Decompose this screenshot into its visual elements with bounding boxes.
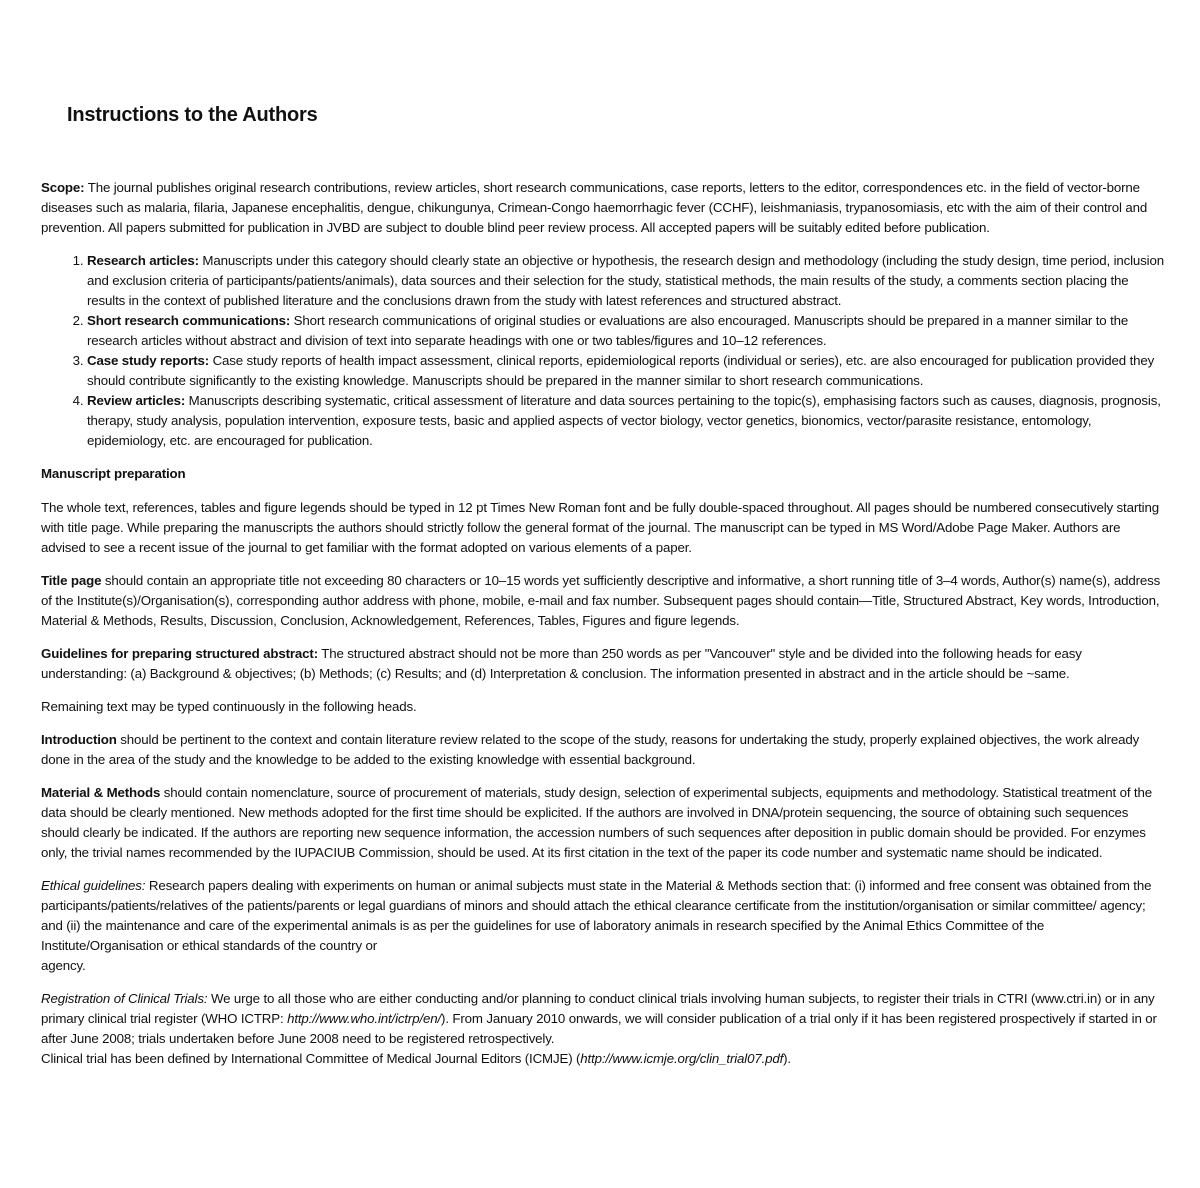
- category-list: [41, 251, 1165, 451]
- introduction-text: should be pertinent to the context and contain literature review related to the scope of the study, reasons for undertaking the study, properly explained objectives, the work already done in the area of the study and the knowledge to be added to the existing knowledge with essential background.: [41, 732, 1140, 767]
- list-item: [87, 311, 1165, 351]
- methods-text: should contain nomenclature, source of procurement of materials, study design, selection of experimental subjects, equipments and methodology. Statistical treatment of the data should be clearly mentioned. New methods adopted for the first time should be explicited. If the authors are involved in DNA/protein sequencing, the source of obtaining such sequences should clearly be indicated. If the authors are reporting new sequence information, the accession numbers of such sequences after deposition in public domain should be provided. For enzymes only, the trivial names recommended by the IUPACIUB Commission, should be used. At its first citation in the text of the paper its code number and systematic name should be indicated.: [41, 785, 1152, 860]
- list-item: [87, 251, 1165, 311]
- title-page-paragraph: [41, 571, 1165, 631]
- ethics-label: Ethical guidelines:: [41, 878, 146, 893]
- abstract-text: The structured abstract should not be more than 250 words as per "Vancouver" style and be divided into the following heads for easy understanding: (a) Background & objectives; (b) Methods; (c) Results; and (d) Interpretation & conclusion. The information presented in abstract and in the article should be ~same.: [41, 646, 1082, 681]
- methods-paragraph: [41, 783, 1165, 863]
- methods-label: Material & Methods: [41, 785, 161, 800]
- list-item: [87, 391, 1165, 451]
- title-page-text: should contain an appropriate title not exceeding 80 characters or 10–15 words yet sufficiently descriptive and informative, a short running title of 3–4 words, Author(s) name(s), address of the Institute(s)/Organisation(s), corresponding author address with phone, mobile, e-mail and fax number. Subsequent pages should contain—Title, Structured Abstract, Key words, Introduction, Material & Methods, Results, Discussion, Conclusion, Acknowledgement, References, Tables, Figures and figure legends.: [41, 573, 1161, 628]
- scope-text: The journal publishes original research contributions, review articles, short research communications, case reports, letters to the editor, correspondences etc. in the field of vector-borne diseases such as malaria, filaria, Japanese encephalitis, dengue, chikungunya, Crimean-Congo haemorrhagic fever (CCHF), leishmaniasis, trypanosomiasis, etc with the aim of their control and prevention. All papers submitted for publication in JVBD are subject to double blind peer review process. All accepted papers will be suitably edited before publication.: [41, 180, 1148, 235]
- category-label: Short research communications:: [87, 313, 291, 328]
- scope-paragraph: [41, 178, 1165, 238]
- trials-definition-text: Clinical trial has been defined by International Committee of Medical Journal Editors (ICMJE) (: [41, 1051, 581, 1066]
- category-label: Research articles:: [87, 253, 199, 268]
- title-page-label: Title page: [41, 573, 102, 588]
- introduction-paragraph: [41, 730, 1165, 770]
- category-text: Manuscripts under this category should clearly state an objective or hypothesis, the research design and methodology (including the study design, time period, inclusion and exclusion criteria of participants/patients/animals), data sources and their selection for the study, statistical methods, the main results of the study, a comments section placing the results in the context of published literature and the conclusions drawn from the study with latest references and structured abstract.: [87, 253, 1164, 308]
- who-ictrp-link[interactable]: http://www.who.int/ictrp/en/: [287, 1011, 442, 1026]
- abstract-paragraph: [41, 644, 1165, 684]
- trials-paragraph: [41, 989, 1165, 1069]
- scope-label: Scope:: [41, 180, 85, 195]
- abstract-label: Guidelines for preparing structured abstract:: [41, 646, 318, 661]
- trials-label: Registration of Clinical Trials:: [41, 991, 208, 1006]
- page-title: Instructions to the Authors: [67, 104, 318, 126]
- introduction-label: Introduction: [41, 732, 117, 747]
- category-text: Case study reports of health impact assessment, clinical reports, epidemiological reports (individual or series), etc. are also encouraged for publication provided they should contribute significantly to the existing knowledge. Manuscripts should be prepared in the manner similar to short research communications.: [87, 353, 1155, 388]
- trials-definition-end: ).: [783, 1051, 791, 1066]
- manuscript-heading: Manuscript preparation: [41, 466, 186, 481]
- document-body: [41, 178, 1165, 1069]
- category-label: Review articles:: [87, 393, 186, 408]
- list-item: [87, 351, 1165, 391]
- trials-text-1: We urge to all those who are either conducting and/or planning to conduct clinical trials involving human subjects, to register their trials in CTRI (www.ctri.in) or in any primary clinical trial register (WHO ICTRP:: [41, 991, 1155, 1026]
- icmje-link[interactable]: http://www.icmje.org/clin_trial07.pdf: [580, 1051, 784, 1066]
- category-text: Manuscripts describing systematic, critical assessment of literature and data sources pertaining to the topic(s), emphasising factors such as causes, diagnosis, prognosis, therapy, study analysis, population intervention, exposure tests, basic and applied aspects of vector biology, vector genetics, bionomics, vector/parasite resistance, entomology, epidemiology, etc. are encouraged for publication.: [87, 393, 1161, 448]
- ethics-tail: agency.: [41, 958, 86, 973]
- trials-text-2: ). From January 2010 onwards, we will consider publication of a trial only if it has been registered prospectively if started in or after June 2008; trials undertaken before June 2008 need to be registered retrospectively.: [41, 1011, 1157, 1046]
- manuscript-intro-paragraph: The whole text, references, tables and figure legends should be typed in 12 pt Times New Roman font and be fully double-spaced throughout. All pages should be numbered consecutively starting with title page. While preparing the manuscripts the authors should strictly follow the general format of the journal. The manuscript can be typed in MS Word/Adobe Page Maker. Authors are advised to see a recent issue of the journal to get familiar with the format adopted on various elements of a paper.: [41, 500, 1159, 555]
- category-label: Case study reports:: [87, 353, 210, 368]
- ethics-paragraph: [41, 876, 1165, 976]
- category-text: Short research communications of original studies or evaluations are also encouraged. Manuscripts should be prepared in a manner similar to the research articles without abstract and division of text into separate headings with one or two tables/figures and 10–12 references.: [87, 313, 1129, 348]
- ethics-text: Research papers dealing with experiments on human or animal subjects must state in the Material & Methods section that: (i) informed and free consent was obtained from the participants/patients/relatives of the patients/parents or legal guardians of minors and should attach the ethical clearance certificate from the institution/organisation or similar committee/ agency; and (ii) the maintenance and care of the experimental animals is as per the guidelines for use of laboratory animals in research specified by the Animal Ethics Committee of the Institute/Organisation or ethical standards of the country or: [41, 878, 1152, 953]
- remaining-paragraph: Remaining text may be typed continuously in the following heads.: [41, 699, 417, 714]
